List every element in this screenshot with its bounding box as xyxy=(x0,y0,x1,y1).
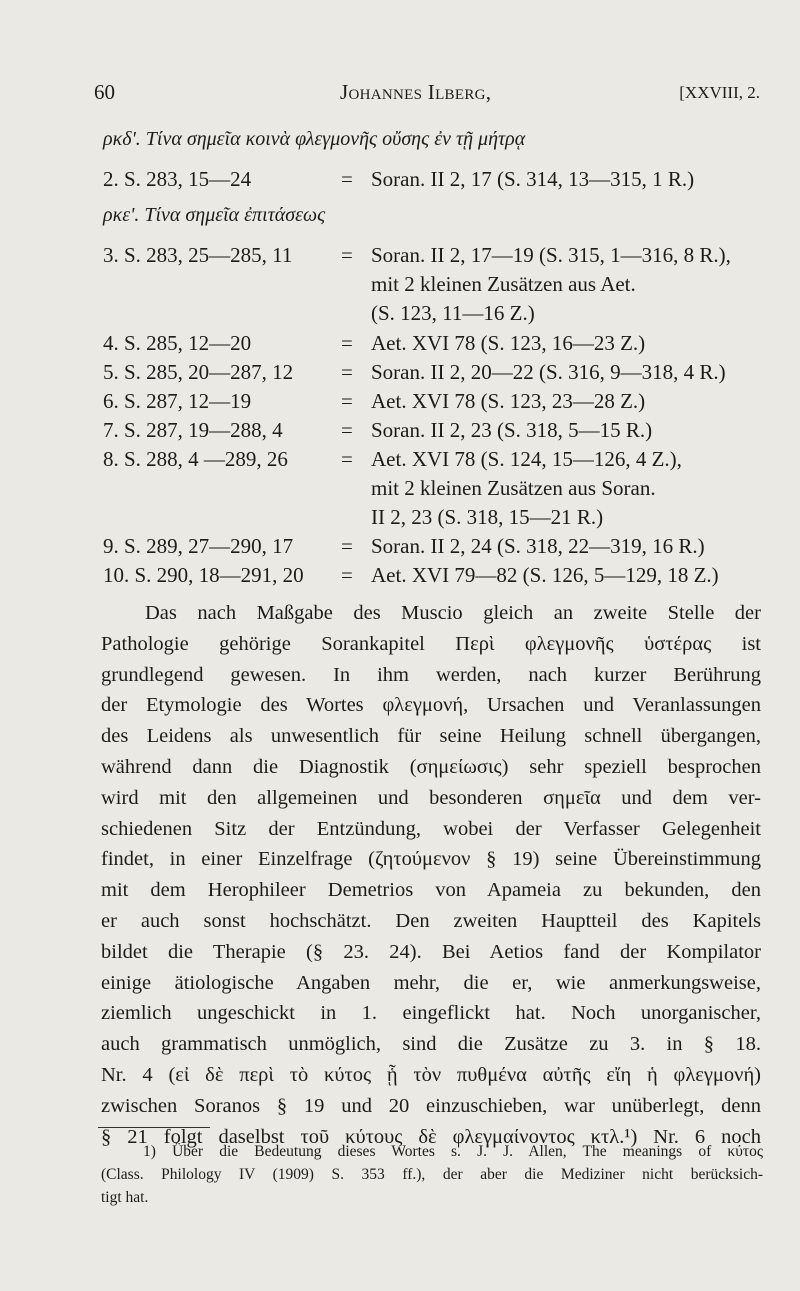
section-title-125: ρκε'. Τίνα σημεῖα ἐπιτάσεως xyxy=(103,204,326,226)
row-equals: = xyxy=(341,331,353,355)
body-line: wird mit den allgemeinen und besonderen σημεῖα und dem ver- xyxy=(101,786,761,809)
row-source: 3. S. 283, 25—285, 11 xyxy=(103,243,293,267)
body-line: grundlegend gewesen. In ihm werden, nach kurzer Berührung xyxy=(101,663,761,686)
row-continuation: (S. 123, 11—16 Z.) xyxy=(371,301,535,325)
row-target: Soran. II 2, 23 (S. 318, 5—15 R.) xyxy=(371,418,653,442)
concordance-row xyxy=(103,167,763,197)
body-line: auch grammatisch unmöglich, sind die Zusätze zu 3. in § 18. xyxy=(101,1033,761,1056)
body-line: Pathologie gehörige Sorankapitel Περὶ φλεγμονῆς ὑστέρας ist xyxy=(101,632,761,655)
body-line: Das nach Maßgabe des Muscio gleich an zweite Stelle der xyxy=(145,602,761,624)
concordance-row xyxy=(103,243,763,273)
row-target: Aet. XVI 79—82 (S. 126, 5—129, 18 Z.) xyxy=(371,563,719,587)
row-target: Aet. XVI 78 (S. 124, 15—126, 4 Z.), xyxy=(371,447,682,471)
row-source: 4. S. 285, 12—20 xyxy=(103,331,252,355)
row-source: 6. S. 287, 12—19 xyxy=(103,389,252,413)
footnote xyxy=(101,1140,763,1209)
body-line: Nr. 4 (εἰ δὲ περὶ τὸ κύτος ᾗ τὸν πυθμένα αὐτῆς εἴη ἡ φλεγμονή) xyxy=(101,1063,761,1086)
body-line: ziemlich ungeschickt in 1. eingeflickt hat. Noch unorganischer, xyxy=(101,1002,761,1025)
body-line: während dann die Diagnostik (σημείωσις) sehr speziell besprochen xyxy=(101,755,761,778)
row-equals: = xyxy=(341,389,353,413)
body-line: einige ätiologische Angaben mehr, die er, wie anmerkungsweise, xyxy=(101,971,761,994)
row-continuation: mit 2 kleinen Zusätzen aus Soran. xyxy=(371,476,656,500)
concordance-row xyxy=(103,331,763,361)
row-continuation: mit 2 kleinen Zusätzen aus Aet. xyxy=(371,272,636,296)
running-header xyxy=(94,80,760,110)
body-line: schiedenen Sitz der Entzündung, wobei der Verfasser Gelegenheit xyxy=(101,817,761,840)
running-head-author: Johannes Ilberg, xyxy=(340,80,492,104)
body-line: mit dem Herophileer Demetrios von Apameia zu bekunden, den xyxy=(101,879,761,902)
row-equals: = xyxy=(341,243,353,267)
footnote-rule xyxy=(98,1127,210,1128)
row-equals: = xyxy=(341,418,353,442)
row-target: Aet. XVI 78 (S. 123, 23—28 Z.) xyxy=(371,389,646,413)
row-source: 8. S. 288, 4 —289, 26 xyxy=(103,447,288,471)
footnote-line: tigt hat. xyxy=(101,1189,149,1206)
row-target: Soran. II 2, 17—19 (S. 315, 1—316, 8 R.), xyxy=(371,243,731,267)
footnote-line: (Class. Philology IV (1909) S. 353 ff.), der aber die Mediziner nicht berücksich- xyxy=(101,1166,763,1183)
section-title-124: ρκδ'. Τίνα σημεῖα κοινὰ φλεγμονῆς οὔσης ἐν τῇ μήτρᾳ xyxy=(103,128,526,150)
row-equals: = xyxy=(341,167,353,191)
page-number: 60 xyxy=(94,80,115,104)
row-equals: = xyxy=(341,563,353,587)
concordance-row xyxy=(103,418,763,448)
body-line: des Leidens als unwesentlich für seine Heilung schnell übergangen, xyxy=(101,725,761,748)
body-line: er auch sonst hochschätzt. Den zweiten Hauptteil des Kapitels xyxy=(101,909,761,932)
row-equals: = xyxy=(341,447,353,471)
body-paragraph xyxy=(101,598,761,1152)
body-line: bildet die Therapie (§ 23. 24). Bei Aetios fand der Kompilator xyxy=(101,940,761,963)
concordance-row xyxy=(103,360,763,390)
concordance-row xyxy=(103,389,763,419)
row-source: 5. S. 285, 20—287, 12 xyxy=(103,360,294,384)
row-source: 7. S. 287, 19—288, 4 xyxy=(103,418,283,442)
body-line: findet, in einer Einzelfrage (ζητούμενον § 19) seine Übereinstimmung xyxy=(101,848,761,871)
concordance-row xyxy=(103,563,763,593)
row-source: 9. S. 289, 27—290, 17 xyxy=(103,534,294,558)
body-line: § 21 folgt daselbst τοῦ κύτους δὲ φλεγμαίνοντος κτλ.¹) Nr. 6 noch xyxy=(101,1125,761,1148)
row-target: Aet. XVI 78 (S. 123, 16—23 Z.) xyxy=(371,331,646,355)
row-target: Soran. II 2, 17 (S. 314, 13—315, 1 R.) xyxy=(371,167,695,191)
row-target: Soran. II 2, 20—22 (S. 316, 9—318, 4 R.) xyxy=(371,360,726,384)
concordance-row xyxy=(103,534,763,564)
row-continuation: II 2, 23 (S. 318, 15—21 R.) xyxy=(371,505,604,529)
row-target: Soran. II 2, 24 (S. 318, 22—319, 16 R.) xyxy=(371,534,705,558)
row-source: 10. S. 290, 18—291, 20 xyxy=(103,563,304,587)
row-source: 2. S. 283, 15—24 xyxy=(103,167,252,191)
row-equals: = xyxy=(341,360,353,384)
row-equals: = xyxy=(341,534,353,558)
body-line: zwischen Soranos § 19 und 20 einzuschieben, war unüberlegt, denn xyxy=(101,1094,761,1117)
running-head-section: [XXVIII, 2. xyxy=(679,83,760,102)
footnote-line: 1) Über die Bedeutung dieses Wortes s. J. J. Allen, The meanings of κύτος xyxy=(143,1143,763,1160)
concordance-row xyxy=(103,447,763,477)
body-line: der Etymologie des Wortes φλεγμονή, Ursachen und Veranlassungen xyxy=(101,694,761,717)
